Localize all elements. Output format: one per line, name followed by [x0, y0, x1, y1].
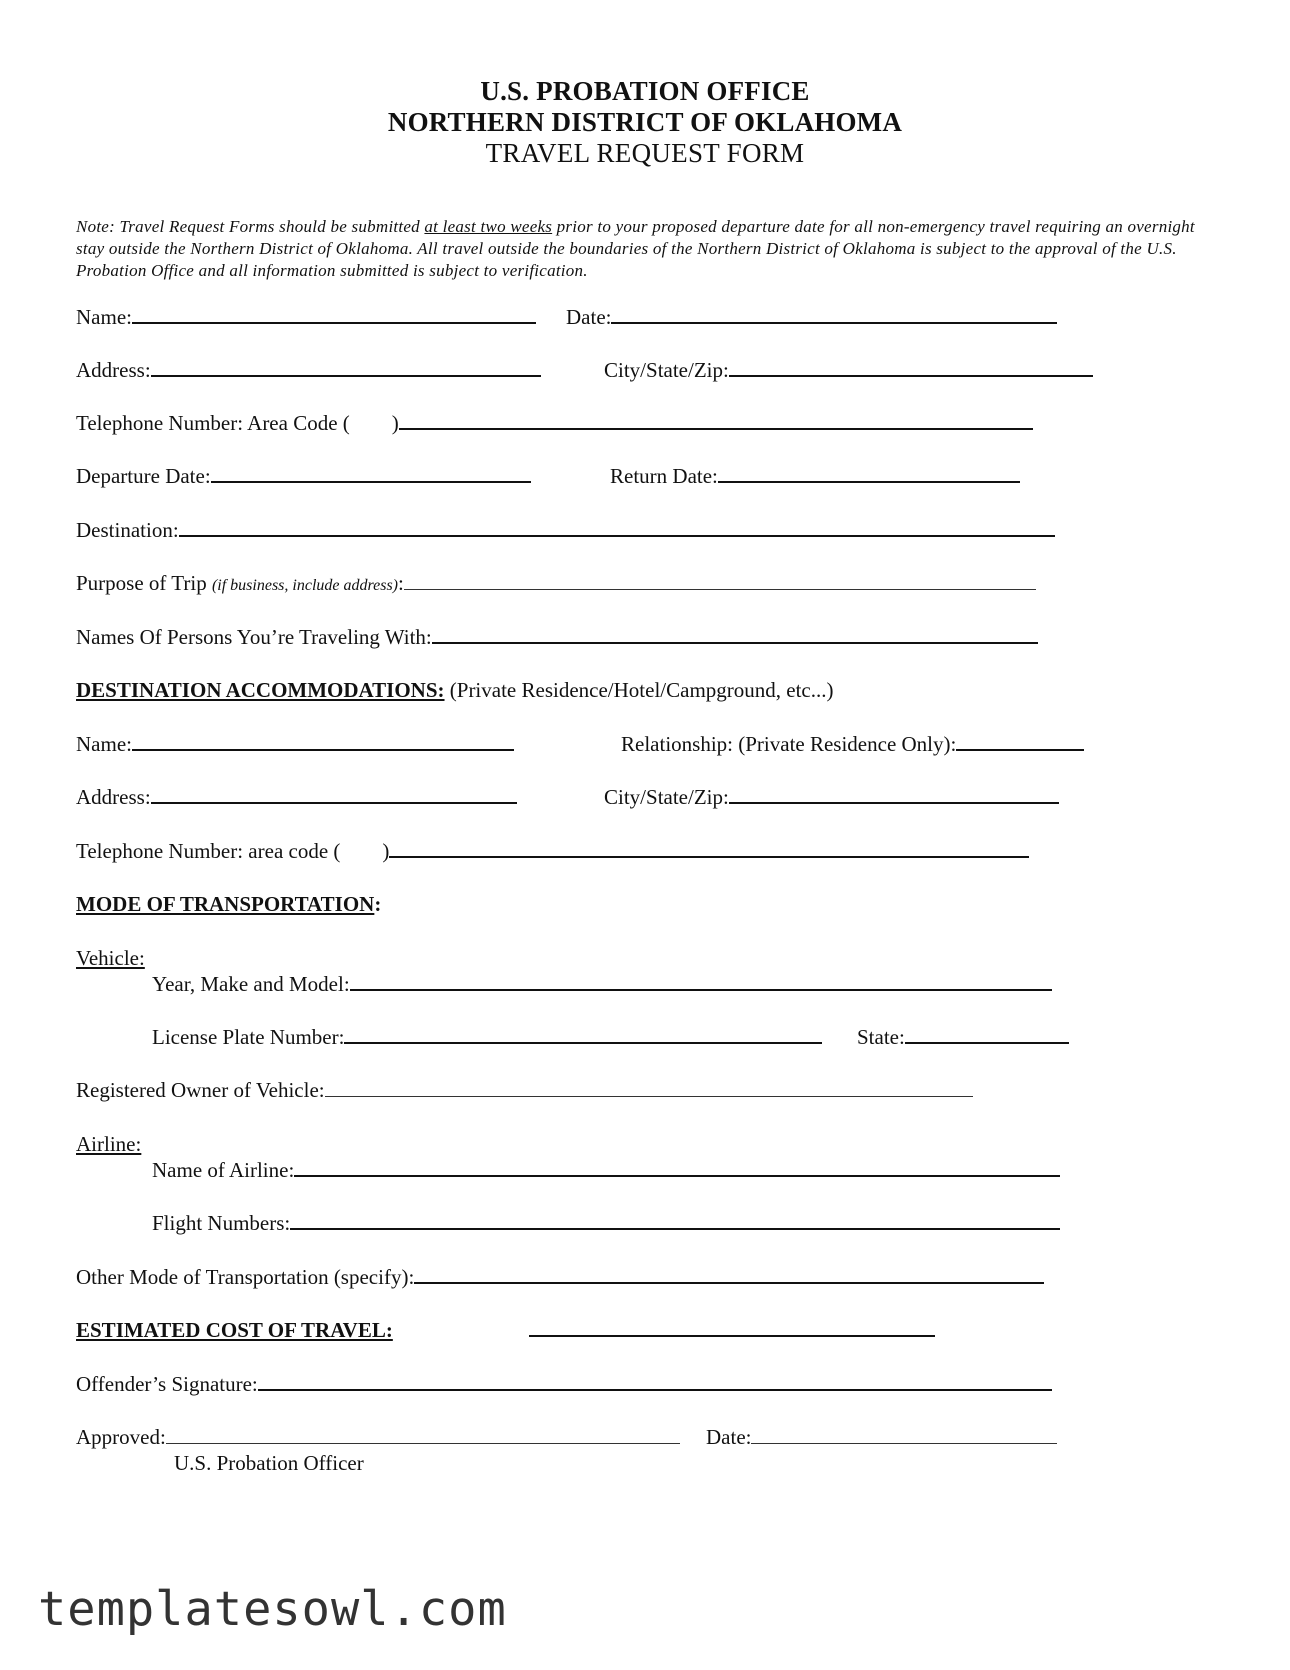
registered-owner-row [76, 1077, 973, 1103]
address-label: Address: [76, 358, 151, 382]
accommodation-name-label: Name: [76, 732, 132, 756]
approved-field[interactable] [166, 1425, 680, 1444]
accommodation-city-label: City/State/Zip: [604, 785, 729, 809]
purpose-label: Purpose of Trip [76, 571, 212, 595]
year-make-model-label: Year, Make and Model: [152, 972, 350, 996]
flight-numbers-field[interactable] [290, 1210, 1060, 1230]
telephone-row [76, 410, 1033, 436]
destination-field[interactable] [179, 517, 1055, 537]
accommodations-heading-row [76, 677, 834, 703]
offender-signature-row [76, 1371, 1052, 1397]
other-transport-field[interactable] [414, 1264, 1044, 1284]
transportation-heading: MODE OF TRANSPORTATION [76, 892, 375, 916]
return-date-row [610, 463, 1020, 489]
other-transport-label: Other Mode of Transportation (specify): [76, 1265, 415, 1289]
relationship-field[interactable] [956, 731, 1084, 751]
accommodation-telephone-field[interactable] [389, 838, 1029, 858]
city-state-zip-label: City/State/Zip: [604, 358, 729, 382]
purpose-row [76, 570, 1036, 599]
relationship-label: Relationship: (Private Residence Only): [621, 732, 957, 756]
accommodation-city-field[interactable] [729, 784, 1059, 804]
traveling-with-row [76, 624, 1038, 650]
note-text-start: Note: Travel Request Forms should be submitted [76, 217, 425, 236]
transportation-heading-row [76, 891, 381, 917]
accommodations-heading: DESTINATION ACCOMMODATIONS: [76, 678, 445, 702]
accommodation-address-field[interactable] [151, 784, 517, 804]
vehicle-state-row [857, 1024, 1069, 1050]
office-title: U.S. PROBATION OFFICE [480, 76, 810, 106]
return-date-field[interactable] [718, 463, 1020, 483]
purpose-hint: (if business, include address) [211, 577, 399, 594]
telephone-field[interactable] [399, 410, 1033, 430]
return-date-label: Return Date: [610, 464, 718, 488]
note-text-end: prior to your proposed departure date for all non-emergency travel requiring an overnight stay outside the Northern District of Oklahoma. All travel outside the boundaries of the Northern District of Oklahoma is subject to the approval of the U.S. Probation Office and all information submitted is subject to verification. [76, 217, 1195, 280]
year-make-model-field[interactable] [350, 971, 1052, 991]
departure-date-label: Departure Date: [76, 464, 211, 488]
estimated-cost-row [76, 1317, 393, 1343]
name-field[interactable] [132, 304, 536, 324]
airline-name-label: Name of Airline: [152, 1158, 295, 1182]
form-title: TRAVEL REQUEST FORM [485, 138, 805, 168]
offender-signature-label: Offender’s Signature: [76, 1372, 258, 1396]
airline-name-field[interactable] [294, 1157, 1060, 1177]
airline-heading-row [76, 1131, 141, 1157]
note-emphasis: at least two weeks [424, 217, 553, 236]
approved-date-label: Date: [706, 1425, 752, 1449]
accommodations-subtitle: (Private Residence/Hotel/Campground, etc...) [444, 678, 834, 702]
city-state-zip-row [604, 357, 1093, 383]
form-header [0, 76, 1290, 169]
date-label: Date: [566, 305, 612, 329]
vehicle-heading-row [76, 945, 145, 971]
accommodation-city-row [604, 784, 1059, 810]
estimated-cost-field-row [529, 1317, 935, 1343]
approved-label: Approved: [76, 1425, 166, 1449]
telephone-label: Telephone Number: Area Code ( ) [76, 411, 399, 435]
destination-row [76, 517, 1055, 543]
departure-date-field[interactable] [211, 463, 531, 483]
destination-label: Destination: [76, 518, 179, 542]
probation-officer-caption-row [174, 1450, 364, 1476]
other-transport-row [76, 1264, 1044, 1290]
date-row [566, 304, 1057, 330]
vehicle-state-label: State: [857, 1025, 905, 1049]
name-label: Name: [76, 305, 132, 329]
departure-date-row [76, 463, 531, 489]
accommodation-name-row [76, 731, 514, 757]
accommodation-telephone-label: Telephone Number: area code ( ) [76, 839, 390, 863]
probation-officer-caption: U.S. Probation Officer [174, 1451, 364, 1475]
vehicle-heading: Vehicle: [76, 946, 145, 970]
relationship-row [621, 731, 1084, 757]
registered-owner-field[interactable] [325, 1078, 973, 1097]
license-plate-field[interactable] [344, 1024, 822, 1044]
accommodation-address-label: Address: [76, 785, 151, 809]
accommodation-address-row [76, 784, 517, 810]
submission-note [76, 216, 1196, 282]
date-field[interactable] [611, 304, 1057, 324]
airline-heading: Airline: [76, 1132, 142, 1156]
offender-signature-field[interactable] [258, 1371, 1052, 1391]
approved-date-row [706, 1424, 1057, 1450]
estimated-cost-field[interactable] [529, 1317, 935, 1337]
flight-numbers-row [152, 1210, 1060, 1236]
license-plate-label: License Plate Number: [152, 1025, 345, 1049]
approved-date-field[interactable] [751, 1425, 1057, 1444]
address-row [76, 357, 541, 383]
approved-row [76, 1424, 680, 1450]
name-row [76, 304, 536, 330]
flight-numbers-label: Flight Numbers: [152, 1211, 291, 1235]
district-title: NORTHERN DISTRICT OF OKLAHOMA [387, 107, 903, 137]
transportation-heading-colon: : [374, 892, 382, 916]
traveling-with-field[interactable] [432, 624, 1038, 644]
year-make-model-row [152, 971, 1052, 997]
estimated-cost-heading: ESTIMATED COST OF TRAVEL: [76, 1318, 393, 1342]
address-field[interactable] [151, 357, 541, 377]
accommodation-name-field[interactable] [132, 731, 514, 751]
accommodation-telephone-row [76, 838, 1029, 864]
airline-name-row [152, 1157, 1060, 1183]
license-plate-row [152, 1024, 822, 1050]
watermark: templatesowl.com [38, 1582, 507, 1637]
traveling-with-label: Names Of Persons You’re Traveling With: [76, 625, 432, 649]
purpose-field[interactable] [404, 571, 1036, 590]
purpose-colon: : [398, 571, 404, 595]
registered-owner-label: Registered Owner of Vehicle: [76, 1078, 325, 1102]
city-state-zip-field[interactable] [729, 357, 1093, 377]
vehicle-state-field[interactable] [905, 1024, 1069, 1044]
